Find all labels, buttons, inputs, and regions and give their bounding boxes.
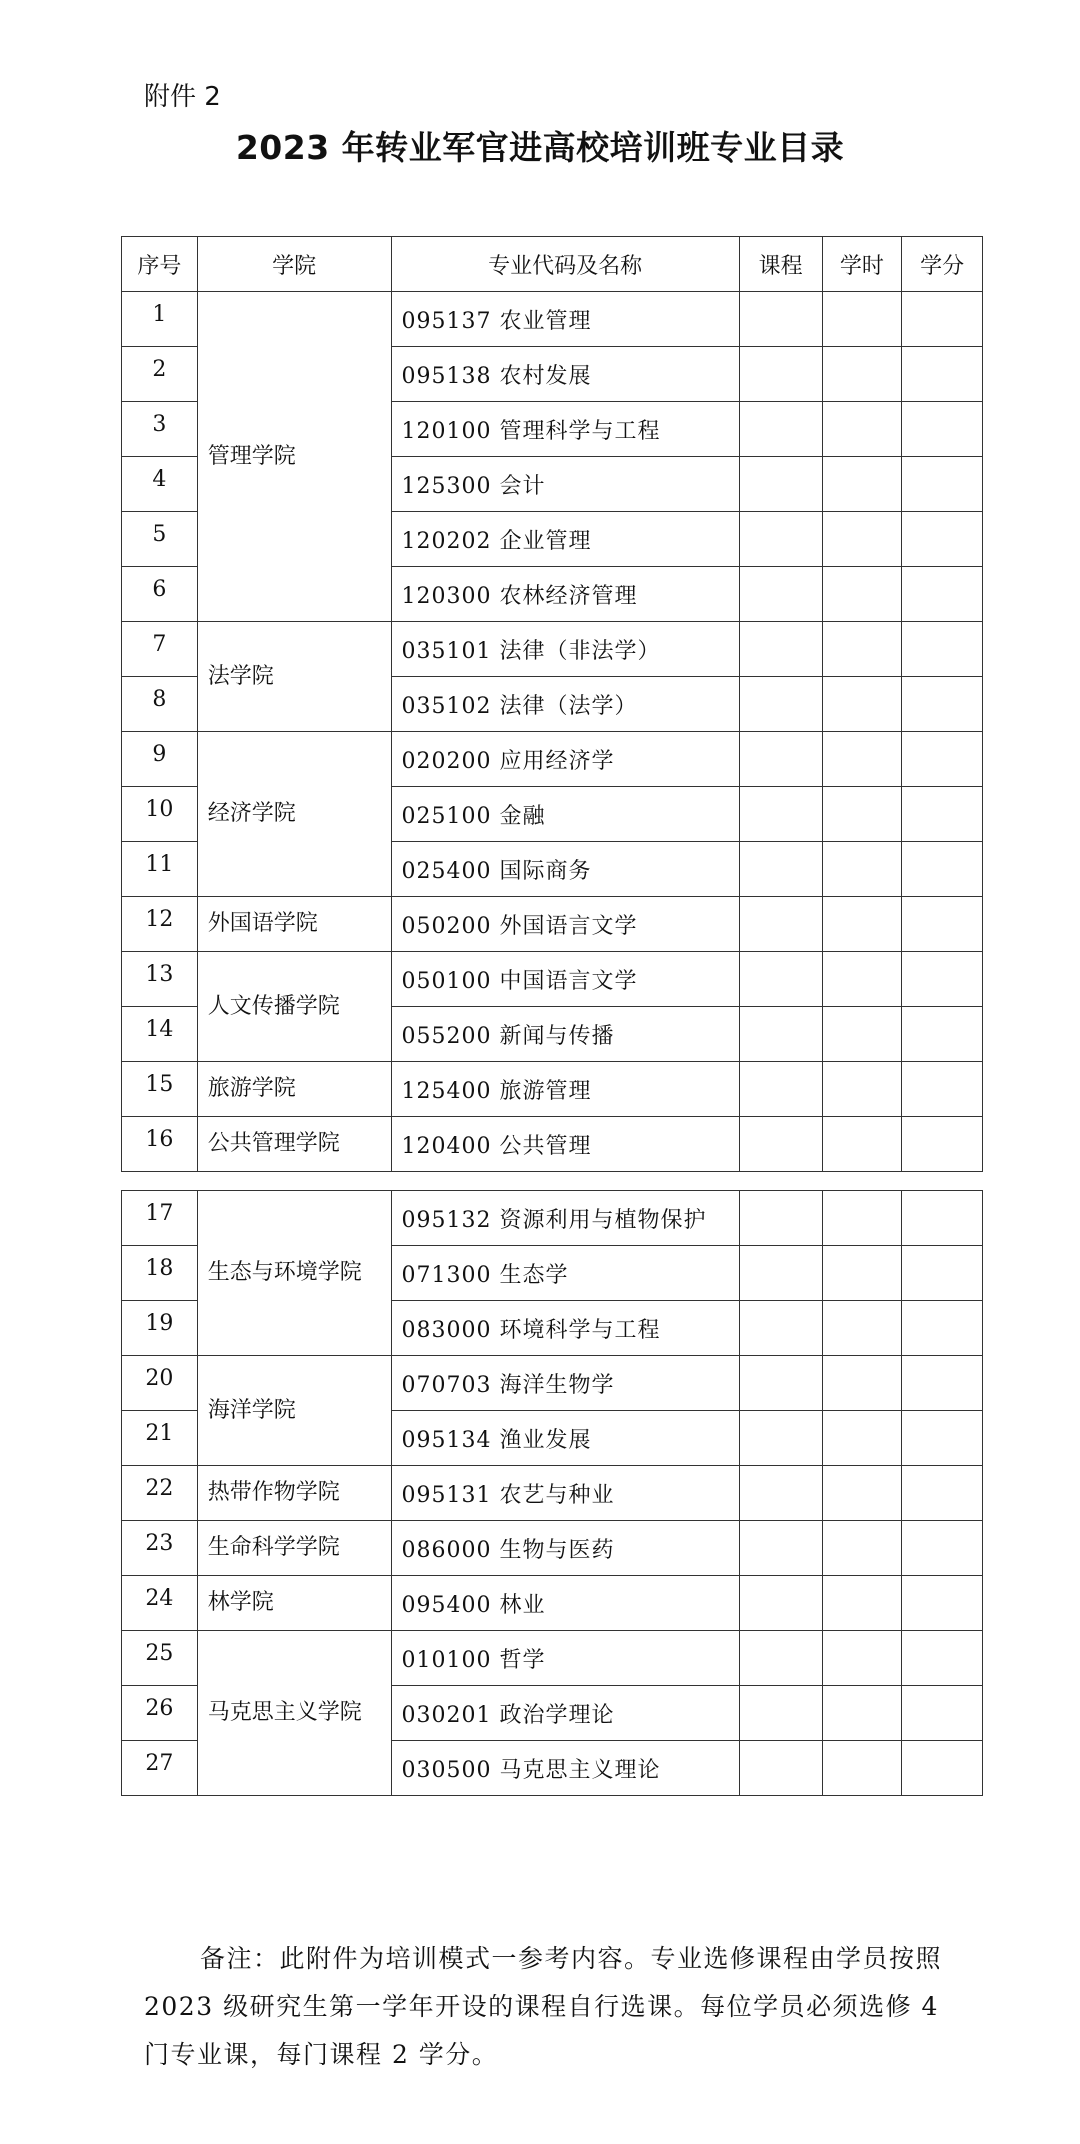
course-cell [739, 1466, 822, 1521]
seq-cell: 15 [122, 1062, 198, 1117]
course-cell [739, 567, 822, 622]
credits-cell [902, 292, 983, 347]
credits-cell [902, 1741, 983, 1796]
major-cell: 125300 会计 [391, 457, 739, 512]
hours-cell [822, 787, 902, 842]
credits-cell [902, 402, 983, 457]
hours-cell [822, 1411, 902, 1466]
major-cell: 095131 农艺与种业 [391, 1466, 739, 1521]
table-header-row [122, 237, 983, 292]
course-cell [739, 1007, 822, 1062]
college-cell: 旅游学院 [197, 1062, 391, 1117]
college-cell: 公共管理学院 [197, 1117, 391, 1172]
course-cell [739, 347, 822, 402]
college-cell: 林学院 [197, 1576, 391, 1631]
hours-cell [822, 1466, 902, 1521]
seq-cell: 14 [122, 1007, 198, 1062]
major-cell: 095400 林业 [391, 1576, 739, 1631]
hours-cell [822, 622, 902, 677]
credits-cell [902, 897, 983, 952]
credits-cell [902, 567, 983, 622]
credits-cell [902, 1686, 983, 1741]
credits-cell [902, 677, 983, 732]
major-cell: 030201 政治学理论 [391, 1686, 739, 1741]
course-cell [739, 1246, 822, 1301]
seq-cell: 2 [122, 347, 198, 402]
major-cell: 010100 哲学 [391, 1631, 739, 1686]
major-cell: 083000 环境科学与工程 [391, 1301, 739, 1356]
credits-cell [902, 1191, 983, 1246]
seq-cell: 20 [122, 1356, 198, 1411]
major-cell: 025400 国际商务 [391, 842, 739, 897]
major-cell: 095137 农业管理 [391, 292, 739, 347]
course-cell [739, 1117, 822, 1172]
header-college: 学院 [197, 237, 391, 292]
course-cell [739, 512, 822, 567]
seq-cell: 17 [122, 1191, 198, 1246]
major-cell: 095134 渔业发展 [391, 1411, 739, 1466]
table-row [122, 1576, 983, 1631]
hours-cell [822, 402, 902, 457]
credits-cell [902, 622, 983, 677]
table-row [122, 622, 983, 677]
header-major: 专业代码及名称 [391, 237, 739, 292]
college-cell: 生态与环境学院 [197, 1191, 391, 1356]
seq-cell: 9 [122, 732, 198, 787]
hours-cell [822, 732, 902, 787]
page-title: 2023 年转业军官进高校培训班专业目录 [235, 128, 845, 167]
major-cell: 025100 金融 [391, 787, 739, 842]
hours-cell [822, 1062, 902, 1117]
credits-cell [902, 1246, 983, 1301]
college-cell: 热带作物学院 [197, 1466, 391, 1521]
header-hours: 学时 [822, 237, 902, 292]
credits-cell [902, 1576, 983, 1631]
credits-cell [902, 842, 983, 897]
seq-cell: 10 [122, 787, 198, 842]
hours-cell [822, 1521, 902, 1576]
hours-cell [822, 842, 902, 897]
table-row [122, 1466, 983, 1521]
credits-cell [902, 952, 983, 1007]
course-cell [739, 1576, 822, 1631]
credits-cell [902, 1356, 983, 1411]
college-cell: 人文传播学院 [197, 952, 391, 1062]
seq-cell: 25 [122, 1631, 198, 1686]
major-cell: 120300 农林经济管理 [391, 567, 739, 622]
seq-cell: 12 [122, 897, 198, 952]
course-cell [739, 1411, 822, 1466]
major-cell: 035102 法律（法学） [391, 677, 739, 732]
credits-cell [902, 512, 983, 567]
hours-cell [822, 292, 902, 347]
credits-cell [902, 732, 983, 787]
college-cell: 法学院 [197, 622, 391, 732]
hours-cell [822, 567, 902, 622]
seq-cell: 13 [122, 952, 198, 1007]
credits-cell [902, 787, 983, 842]
table-row [122, 1356, 983, 1411]
major-cell: 120202 企业管理 [391, 512, 739, 567]
seq-cell: 24 [122, 1576, 198, 1631]
course-cell [739, 1631, 822, 1686]
seq-cell: 16 [122, 1117, 198, 1172]
table-row [122, 1521, 983, 1576]
remark-note: 备注：此附件为培训模式一参考内容。专业选修课程由学员按照 2023 级研究生第一学年开设的课程自行选课。每位学员必须选修 4 门专业课，每门课程 2 学分。 [144, 1944, 943, 2069]
hours-cell [822, 512, 902, 567]
table-row [122, 1631, 983, 1686]
hours-cell [822, 457, 902, 512]
seq-cell: 4 [122, 457, 198, 512]
credits-cell [902, 1062, 983, 1117]
college-cell: 管理学院 [197, 292, 391, 622]
course-cell [739, 292, 822, 347]
credits-cell [902, 1631, 983, 1686]
table-row [122, 1062, 983, 1117]
course-cell [739, 1356, 822, 1411]
course-cell [739, 732, 822, 787]
college-cell: 外国语学院 [197, 897, 391, 952]
hours-cell [822, 1246, 902, 1301]
seq-cell: 26 [122, 1686, 198, 1741]
major-cell: 086000 生物与医药 [391, 1521, 739, 1576]
major-cell: 071300 生态学 [391, 1246, 739, 1301]
course-cell [739, 1062, 822, 1117]
college-cell: 生命科学学院 [197, 1521, 391, 1576]
course-cell [739, 457, 822, 512]
course-cell [739, 842, 822, 897]
seq-cell: 7 [122, 622, 198, 677]
table-row [122, 732, 983, 787]
hours-cell [822, 1191, 902, 1246]
major-cell: 050100 中国语言文学 [391, 952, 739, 1007]
major-cell: 035101 法律（非法学） [391, 622, 739, 677]
college-cell: 马克思主义学院 [197, 1631, 391, 1796]
major-cell: 030500 马克思主义理论 [391, 1741, 739, 1796]
major-catalog-table-2 [121, 1190, 983, 1796]
credits-cell [902, 1411, 983, 1466]
credits-cell [902, 1007, 983, 1062]
course-cell [739, 952, 822, 1007]
table-row [122, 897, 983, 952]
header-seq: 序号 [122, 237, 198, 292]
college-cell: 海洋学院 [197, 1356, 391, 1466]
hours-cell [822, 952, 902, 1007]
major-cell: 070703 海洋生物学 [391, 1356, 739, 1411]
course-cell [739, 677, 822, 732]
course-cell [739, 897, 822, 952]
table-row [122, 292, 983, 347]
seq-cell: 27 [122, 1741, 198, 1796]
seq-cell: 3 [122, 402, 198, 457]
major-cell: 120100 管理科学与工程 [391, 402, 739, 457]
course-cell [739, 1741, 822, 1796]
hours-cell [822, 1007, 902, 1062]
header-course: 课程 [739, 237, 822, 292]
hours-cell [822, 1686, 902, 1741]
course-cell [739, 1301, 822, 1356]
major-cell: 055200 新闻与传播 [391, 1007, 739, 1062]
hours-cell [822, 1117, 902, 1172]
credits-cell [902, 1117, 983, 1172]
seq-cell: 19 [122, 1301, 198, 1356]
course-cell [739, 1686, 822, 1741]
major-cell: 120400 公共管理 [391, 1117, 739, 1172]
seq-cell: 18 [122, 1246, 198, 1301]
header-credits: 学分 [902, 237, 983, 292]
seq-cell: 21 [122, 1411, 198, 1466]
seq-cell: 5 [122, 512, 198, 567]
hours-cell [822, 1356, 902, 1411]
credits-cell [902, 457, 983, 512]
course-cell [739, 402, 822, 457]
seq-cell: 23 [122, 1521, 198, 1576]
hours-cell [822, 347, 902, 402]
seq-cell: 22 [122, 1466, 198, 1521]
major-cell: 095138 农村发展 [391, 347, 739, 402]
credits-cell [902, 1521, 983, 1576]
hours-cell [822, 897, 902, 952]
college-cell: 经济学院 [197, 732, 391, 897]
course-cell [739, 622, 822, 677]
seq-cell: 6 [122, 567, 198, 622]
course-cell [739, 787, 822, 842]
seq-cell: 11 [122, 842, 198, 897]
credits-cell [902, 1466, 983, 1521]
major-cell: 050200 外国语言文学 [391, 897, 739, 952]
major-catalog-table-1 [121, 236, 983, 1172]
table-row [122, 952, 983, 1007]
hours-cell [822, 677, 902, 732]
credits-cell [902, 347, 983, 402]
hours-cell [822, 1741, 902, 1796]
hours-cell [822, 1631, 902, 1686]
hours-cell [822, 1576, 902, 1631]
major-cell: 020200 应用经济学 [391, 732, 739, 787]
hours-cell [822, 1301, 902, 1356]
seq-cell: 1 [122, 292, 198, 347]
course-cell [739, 1521, 822, 1576]
major-cell: 095132 资源利用与植物保护 [391, 1191, 739, 1246]
major-cell: 125400 旅游管理 [391, 1062, 739, 1117]
attachment-label: 附件 2 [144, 82, 221, 112]
seq-cell: 8 [122, 677, 198, 732]
table-row [122, 1191, 983, 1246]
credits-cell [902, 1301, 983, 1356]
course-cell [739, 1191, 822, 1246]
table-row [122, 1117, 983, 1172]
